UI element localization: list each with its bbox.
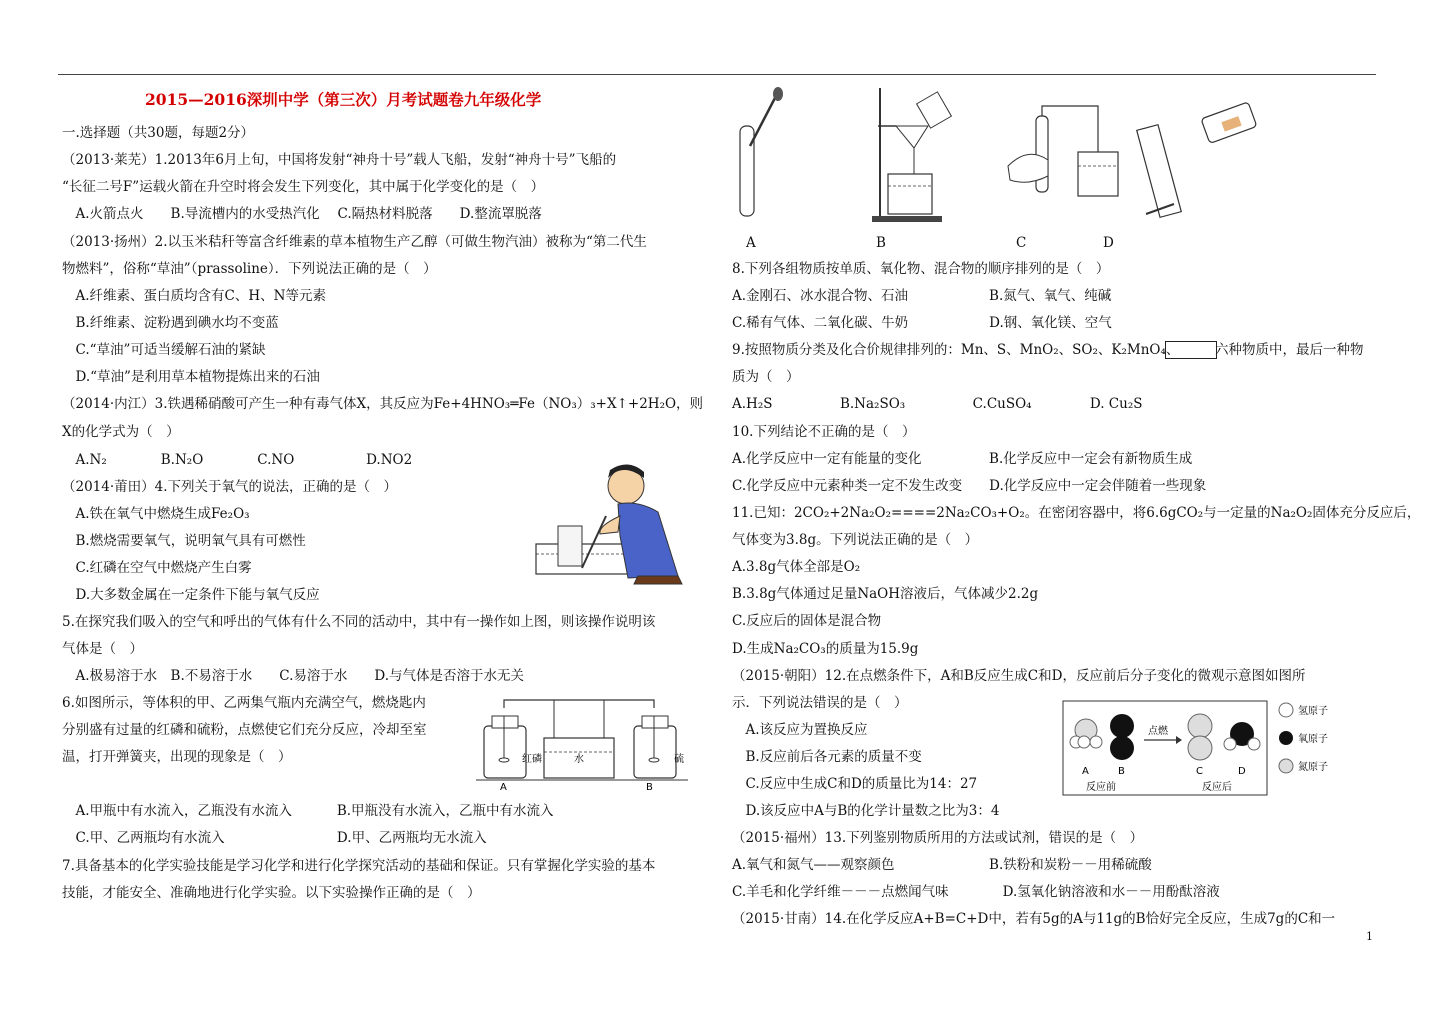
right-line-14: B.3.8g气体通过足量NaOH溶液后，气体减少2.2g bbox=[732, 586, 1039, 602]
left-line-15: B.燃烧需要氧气，说明氧气具有可燃性 bbox=[62, 533, 306, 549]
fig7-label-a: A bbox=[746, 235, 756, 251]
left-line-24: A.甲瓶中有水流入，乙瓶没有水流入 B.甲瓶没有水流入，乙瓶中有水流入 bbox=[62, 803, 554, 819]
right-line-3: C.稀有气体、二氧化碳、牛奶 D.钢、氧化镁、空气 bbox=[732, 315, 1112, 331]
label-sulfur: 硫 bbox=[674, 754, 684, 765]
right-line-20: B.反应前后各元素的质量不变 bbox=[732, 749, 922, 765]
label-c: C bbox=[1196, 766, 1203, 777]
right-line-19: A.该反应为置换反应 bbox=[732, 722, 868, 738]
right-line-13: A.3.8g气体全部是O₂ bbox=[732, 559, 861, 575]
arrow-label: 点燃 bbox=[1148, 726, 1168, 737]
page-title: 2015—2016深圳中学（第三次）月考试题卷九年级化学 bbox=[145, 90, 542, 109]
left-line-21: 6.如图所示，等体积的甲、乙两集气瓶内充满空气，燃烧匙内 bbox=[62, 695, 426, 711]
left-line-22: 分别盛有过量的红磷和硫粉，点燃使它们充分反应，冷却至室 bbox=[62, 722, 427, 738]
right-line-26: （2015·甘南）14.在化学反应A+B=C+D中，若有5g的A与11g的B恰好完全反应，生成7g的C和一 bbox=[732, 911, 1336, 927]
right-line-25: C.羊毛和化学纤维－－－点燃闻气味 D.氢氧化钠溶液和水－－用酚酞溶液 bbox=[732, 884, 1220, 900]
right-line-7: A.H₂S B.Na₂SO₃ C.CuSO₄ D. Cu₂S bbox=[732, 396, 1143, 412]
right-line-17: （2015·朝阳）12.在点燃条件下，A和B反应生成C和D，反应前后分子变化的微观示意图如图所 bbox=[732, 668, 1306, 684]
label-d: D bbox=[1238, 766, 1246, 777]
right-line-12: 气体变为3.8g。下列说法正确的是（ ） bbox=[732, 532, 979, 548]
left-line-19: 气体是（ ） bbox=[62, 641, 143, 657]
left-line-18: 5.在探究我们吸入的空气和呼出的气体有什么不同的活动中，其中有一操作如上图，则该操作说明该 bbox=[62, 614, 656, 630]
left-line-17: D.大多数金属在一定条件下能与氧气反应 bbox=[62, 587, 320, 603]
section-heading: 一.选择题（共30题，每题2分） bbox=[62, 125, 255, 141]
right-line-22: D.该反应中A与B的化学计量数之比为3：4 bbox=[732, 803, 1000, 819]
q12-molecule-diagram bbox=[1062, 700, 1374, 796]
left-line-11: X的化学式为（ ） bbox=[62, 424, 180, 440]
label-water: 水 bbox=[574, 754, 584, 765]
operation-d-pouring bbox=[1137, 102, 1257, 217]
left-line-10: （2014·内江）3.铁遇稀硝酸可产生一种有毒气体X，其反应为Fe+4HNO₃═Fe（NO₃）₃+X↑+2H₂O，则 bbox=[62, 396, 704, 412]
page-number: 1 bbox=[1366, 930, 1373, 943]
operation-b-filtration bbox=[872, 88, 951, 222]
legend-hydrogen: 氢原子 bbox=[1298, 706, 1328, 717]
right-line-10: C.化学反应中元素种类一定不发生改变 D.化学反应中一定会伴随着一些现象 bbox=[732, 478, 1207, 494]
left-line-4: （2013·扬州）2.以玉米秸秆等富含纤维素的草本植物生产乙醇（可做生物汽油）被称为“第二代生 bbox=[62, 234, 647, 250]
left-line-23: 温，打开弹簧夹，出现的现象是（ ） bbox=[62, 749, 292, 765]
after-label: 反应后 bbox=[1202, 782, 1232, 793]
left-line-2: “长征二号F”运载火箭在升空时将会发生下列变化，其中属于化学变化的是（ ） bbox=[62, 179, 545, 195]
left-line-12: A.N₂ B.N₂O C.NO D.NO2 bbox=[62, 452, 413, 468]
right-line-15: C.反应后的固体是混合物 bbox=[732, 613, 882, 629]
fig7-label-d: D bbox=[1103, 235, 1114, 251]
fig7-label-c: C bbox=[1016, 235, 1027, 251]
q4-figure bbox=[528, 456, 690, 586]
legend-nitrogen: 氮原子 bbox=[1298, 762, 1328, 773]
right-line-24: A.氧气和氮气——观察颜色 B.铁粉和炭粉－－用稀硫酸 bbox=[732, 857, 1152, 873]
right-line-6: 质为（ ） bbox=[732, 369, 800, 385]
before-label: 反应前 bbox=[1086, 782, 1116, 793]
right-line-16: D.生成Na₂CO₃的质量为15.9g bbox=[732, 641, 919, 657]
right-line-23: （2015·福州）13.下列鉴别物质所用的方法或试剂，错误的是（ ） bbox=[732, 830, 1144, 846]
left-line-25: C.甲、乙两瓶均有水流入 D.甲、乙两瓶均无水流入 bbox=[62, 830, 487, 846]
label-bottle-b: B bbox=[646, 782, 653, 790]
left-line-9: D.“草油”是利用草本植物提炼出来的石油 bbox=[62, 369, 320, 385]
operation-a-dropper bbox=[740, 87, 783, 216]
left-line-6: A.纤维素、蛋白质均含有C、H、N等元素 bbox=[62, 288, 326, 304]
right-line-9: A.化学反应中一定有能量的变化 B.化学反应中一定会有新物质生成 bbox=[732, 451, 1193, 467]
left-line-26: 7.具备基本的化学实验技能是学习化学和进行化学探究活动的基础和保证。只有掌握化学实验的基本 bbox=[62, 858, 656, 874]
right-line-21: C.反应中生成C和D的质量比为14：27 bbox=[732, 776, 978, 792]
left-line-13: （2014·莆田）4.下列关于氧气的说法，正确的是（ ） bbox=[62, 479, 398, 495]
left-line-1: （2013·莱芜）1.2013年6月上旬，中国将发射“神舟十号”载人飞船，发射“神舟十号”飞船的 bbox=[62, 152, 617, 168]
left-line-14: A.铁在氧气中燃烧生成Fe₂O₃ bbox=[62, 506, 250, 522]
left-line-3: A.火箭点火 B.导流槽内的水受热汽化 C.隔热材料脱落 D.整流罩脱落 bbox=[62, 206, 542, 222]
label-b: B bbox=[1118, 766, 1125, 777]
label-a: A bbox=[1082, 766, 1089, 777]
right-line-4: 9.按照物质分类及化合价规律排列的：Mn、S、MnO₂、SO₂、K₂MnO₄、 bbox=[732, 342, 1180, 358]
left-line-5: 物燃料”，俗称“草油”（prassoline）．下列说法正确的是（ ） bbox=[62, 261, 437, 277]
right-line-8: 10.下列结论不正确的是（ ） bbox=[732, 424, 916, 440]
left-line-27: 技能，才能安全、准确地进行化学实验。以下实验操作正确的是（ ） bbox=[62, 885, 481, 901]
right-line-18: 示．下列说法错误的是（ ） bbox=[732, 695, 908, 711]
left-line-8: C.“草油”可适当缓解石油的紧缺 bbox=[62, 342, 266, 358]
right-line-11: 11.已知：2CO₂+2Na₂O₂====2Na₂CO₃+O₂。在密闭容器中，将6.6gCO₂与一定量的Na₂O₂固体充分反应后， bbox=[732, 505, 1421, 521]
q6-apparatus-figure bbox=[474, 698, 692, 790]
label-bottle-a: A bbox=[500, 782, 507, 790]
left-line-7: B.纤维素、淀粉遇到碘水均不变蓝 bbox=[62, 315, 279, 331]
fig7-label-b: B bbox=[876, 235, 886, 251]
operation-c-gas-test bbox=[1008, 106, 1118, 196]
left-line-20: A.极易溶于水 B.不易溶于水 C.易溶于水 D.与气体是否溶于水无关 bbox=[62, 668, 525, 684]
left-line-16: C.红磷在空气中燃烧产生白雾 bbox=[62, 560, 252, 576]
q9-answer-blank bbox=[1165, 341, 1217, 359]
right-line-2: A.金刚石、冰水混合物、石油 B.氮气、氧气、纯碱 bbox=[732, 288, 1112, 304]
header-rule bbox=[58, 74, 1376, 75]
right-line-5: 六种物质中，最后一种物 bbox=[1215, 342, 1364, 358]
q7-lab-operations-figure bbox=[728, 86, 1268, 256]
legend-oxygen: 氧原子 bbox=[1298, 734, 1328, 745]
label-red-phosphorus: 红磷 bbox=[522, 754, 542, 765]
right-line-1: 8.下列各组物质按单质、氧化物、混合物的顺序排列的是（ ） bbox=[732, 261, 1110, 277]
